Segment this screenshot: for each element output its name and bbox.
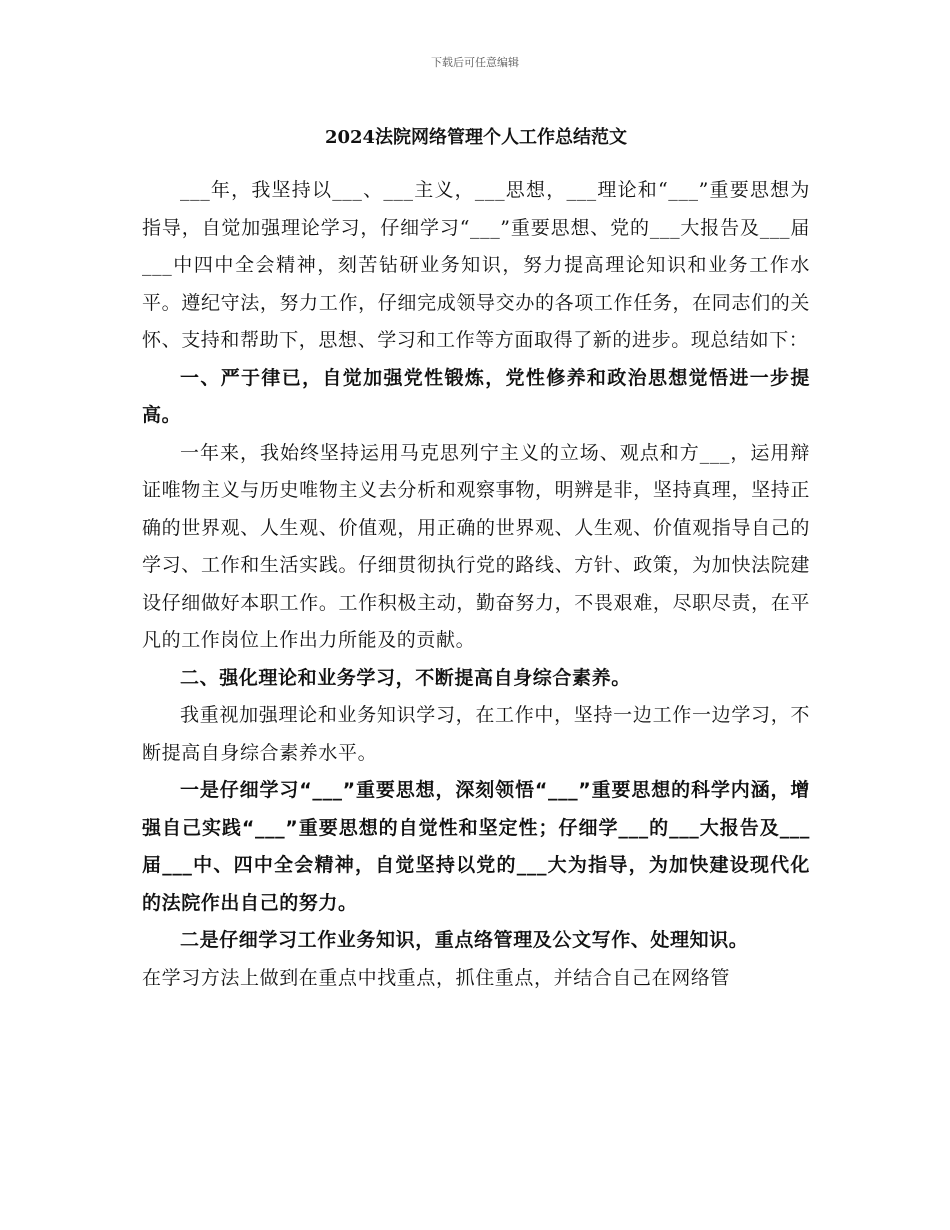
paragraph-continuation: 在学习方法上做到在重点中找重点，抓住重点，并结合自己在网络管	[142, 966, 731, 989]
paragraph-section-2: 我重视加强理论和业务知识学习，在工作中，坚持一边工作一边学习，不断提高自身综合素养水平。	[142, 704, 810, 764]
page-header-note: 下载后可任意编辑	[431, 56, 519, 69]
subsection-heading-1: 一是仔细学习“___”重要思想，深刻领悟“___”重要思想的科学内涵，增强自己实践“___”重要思想的自觉性和坚定性；仔细学___的___大报告及___届___中、四中全会精神，自觉坚持以党的___大为指导，为加快建设现代化的法院作出自己的努力。	[142, 779, 810, 914]
section-heading-1: 一、严于律已，自觉加强党性锻炼，党性修养和政治思想觉悟进一步提高。	[142, 366, 810, 426]
document-title: 2024法院网络管理个人工作总结范文	[324, 127, 628, 148]
paragraph-section-1: 一年来，我始终坚持运用马克思列宁主义的立场、观点和方___，运用辩证唯物主义与历史唯物主义去分析和观察事物，明辨是非，坚持真理，坚持正确的世界观、人生观、价值观，用正确的世界观、人生观、价值观指导自己的学习、工作和生活实践。仔细贯彻执行党的路线、方针、政策，为加快法院建设仔细做好本职工作。工作积极主动，勤奋努力，不畏艰难，尽职尽责，在平凡的工作岗位上作出力所能及的贡献。	[142, 441, 810, 651]
document-body	[142, 118, 810, 997]
section-heading-2: 二、强化理论和业务学习，不断提高自身综合素养。	[180, 666, 631, 689]
paragraph-intro: ___年，我坚持以___、___主义，___思想，___理论和“___”重要思想为指导，自觉加强理论学习，仔细学习“___”重要思想、党的___大报告及___届___中四中全会精神，刻苦钻研业务知识，努力提高理论知识和业务工作水平。遵纪守法，努力工作，仔细完成领导交办的各项工作任务，在同志们的关怀、支持和帮助下，思想、学习和工作等方面取得了新的进步。现总结如下：	[142, 179, 810, 351]
subsection-heading-2: 二是仔细学习工作业务知识，重点络管理及公文写作、处理知识。	[180, 929, 749, 951]
